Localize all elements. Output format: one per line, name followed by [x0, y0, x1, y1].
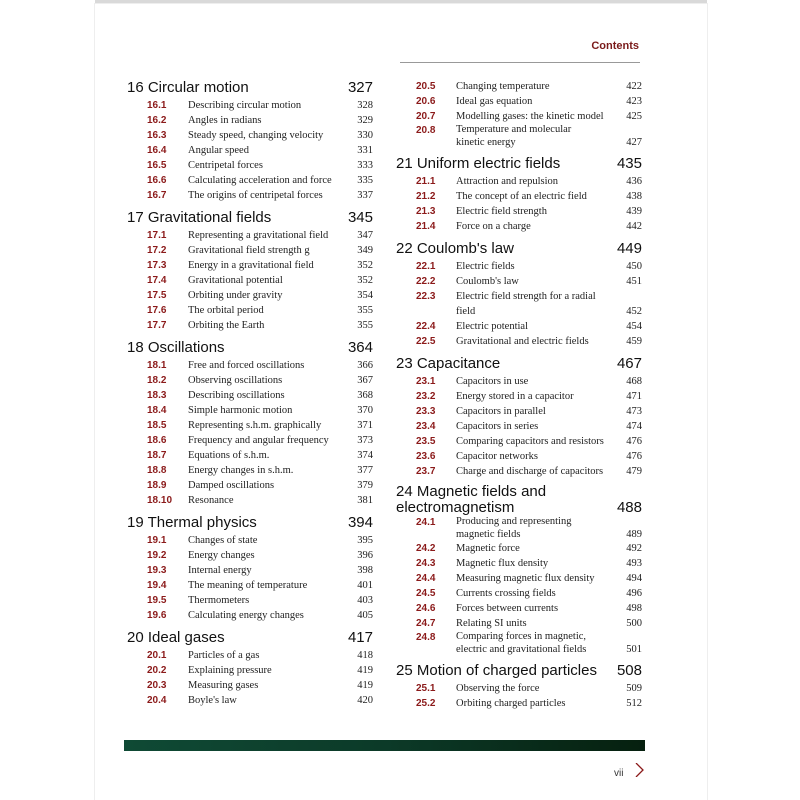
section-title: Modelling gases: the kinetic model — [456, 111, 604, 122]
section-number: 16.7 — [147, 190, 167, 201]
toc-entry[interactable] — [396, 541, 642, 556]
section-number: 23.5 — [416, 436, 436, 447]
section-number: 24.8 — [416, 632, 436, 643]
section-page: 442 — [626, 221, 642, 232]
toc-entry[interactable] — [127, 548, 373, 563]
section-page: 438 — [626, 191, 642, 202]
section-page: 395 — [357, 535, 373, 546]
section-title: Energy changes — [188, 550, 255, 561]
section-title: Calculating acceleration and force — [188, 175, 332, 186]
header-rule — [400, 62, 640, 63]
section-number: 17.3 — [147, 260, 167, 271]
section-page: 476 — [626, 451, 642, 462]
toc-entry[interactable] — [127, 113, 373, 128]
section-page: 379 — [357, 480, 373, 491]
chapter-heading[interactable] — [396, 154, 642, 174]
section-title: Comparing capacitors and resistors — [456, 436, 604, 447]
section-number: 18.2 — [147, 375, 167, 386]
section-number: 22.5 — [416, 336, 436, 347]
toc-entry[interactable] — [396, 389, 642, 404]
section-page: 439 — [626, 206, 642, 217]
chapter-title: 20 Ideal gases — [127, 629, 225, 646]
section-number: 17.4 — [147, 275, 167, 286]
section-number: 16.4 — [147, 145, 167, 156]
section-title: Thermometers — [188, 595, 250, 606]
section-number: 20.8 — [416, 125, 436, 136]
toc-entry[interactable] — [127, 273, 373, 288]
toc-entry[interactable] — [127, 173, 373, 188]
section-title: Energy in a gravitational field — [188, 260, 314, 271]
toc-entry[interactable] — [127, 158, 373, 173]
section-number: 17.7 — [147, 320, 167, 331]
chapter-page: 345 — [347, 209, 373, 226]
toc-entry[interactable] — [127, 448, 373, 463]
toc-entry[interactable] — [127, 318, 373, 333]
toc-entry[interactable] — [127, 578, 373, 593]
section-page: 425 — [626, 111, 642, 122]
chapter-heading[interactable] — [127, 338, 373, 358]
chapter-page: 449 — [616, 240, 642, 257]
section-number: 23.2 — [416, 391, 436, 402]
section-number: 23.6 — [416, 451, 436, 462]
toc-entry[interactable] — [127, 98, 373, 113]
section-page: 492 — [626, 543, 642, 554]
section-page: 352 — [357, 275, 373, 286]
section-number: 22.4 — [416, 321, 436, 332]
section-page: 459 — [626, 336, 642, 347]
section-title: Calculating energy changes — [188, 610, 304, 621]
chapter-heading[interactable] — [396, 484, 642, 516]
toc-entry[interactable] — [127, 403, 373, 418]
toc-entry[interactable] — [396, 374, 642, 389]
section-title: Describing oscillations — [188, 390, 285, 401]
section-page: 352 — [357, 260, 373, 271]
chapter-title: 18 Oscillations — [127, 339, 225, 356]
section-title: Explaining pressure — [188, 665, 272, 676]
toc-entry[interactable] — [396, 516, 642, 541]
section-title: Electric field strength for a radial field — [456, 291, 596, 317]
section-number: 23.3 — [416, 406, 436, 417]
section-title: Electric potential — [456, 321, 529, 332]
section-number: 16.5 — [147, 160, 167, 171]
section-page: 419 — [357, 665, 373, 676]
section-number: 24.1 — [416, 517, 436, 528]
section-number: 25.2 — [416, 698, 436, 709]
toc-entry[interactable] — [396, 109, 642, 124]
section-title: Simple harmonic motion — [188, 405, 293, 416]
section-title: Orbiting the Earth — [188, 320, 265, 331]
section-number: 16.2 — [147, 115, 167, 126]
section-title: Electric field strength — [456, 206, 547, 217]
section-page: 370 — [357, 405, 373, 416]
section-page: 366 — [357, 360, 373, 371]
chapter-heading[interactable] — [127, 513, 373, 533]
section-title: Changes of state — [188, 535, 258, 546]
toc-entry[interactable] — [127, 143, 373, 158]
chapter-title: 22 Coulomb's law — [396, 240, 514, 257]
toc-entry[interactable] — [396, 464, 642, 479]
section-title: Equations of s.h.m. — [188, 450, 270, 461]
section-number: 24.3 — [416, 558, 436, 569]
section-number: 20.5 — [416, 81, 436, 92]
toc-entry[interactable] — [396, 189, 642, 204]
section-page: 367 — [357, 375, 373, 386]
section-number: 16.3 — [147, 130, 167, 141]
section-page: 473 — [626, 406, 642, 417]
toc-entry[interactable] — [396, 79, 642, 94]
section-title: Attraction and repulsion — [456, 176, 559, 187]
section-number: 18.9 — [147, 480, 167, 491]
section-title: Magnetic flux density — [456, 558, 549, 569]
section-page: 329 — [357, 115, 373, 126]
section-page: 331 — [357, 145, 373, 156]
section-number: 19.5 — [147, 595, 167, 606]
section-number: 22.1 — [416, 261, 436, 272]
section-title: Free and forced oscillations — [188, 360, 305, 371]
section-number: 24.5 — [416, 588, 436, 599]
toc-entry[interactable] — [396, 274, 642, 289]
section-title: Currents crossing fields — [456, 588, 556, 599]
section-title: Resonance — [188, 495, 234, 506]
section-page: 436 — [626, 176, 642, 187]
section-number: 20.3 — [147, 680, 167, 691]
section-title: Particles of a gas — [188, 650, 260, 661]
section-number: 21.4 — [416, 221, 436, 232]
section-title: Capacitors in use — [456, 376, 529, 387]
section-title: Gravitational field strength g — [188, 245, 310, 256]
toc-entry[interactable] — [396, 586, 642, 601]
toc-entry[interactable] — [396, 601, 642, 616]
chapter-title: 24 Magnetic fields and electromagnetism — [396, 483, 547, 516]
section-page: 471 — [626, 391, 642, 402]
section-number: 22.3 — [416, 291, 436, 302]
toc-entry[interactable] — [396, 434, 642, 449]
section-page: 500 — [626, 618, 642, 629]
section-page: 330 — [357, 130, 373, 141]
toc-entry[interactable] — [127, 258, 373, 273]
toc-entry[interactable] — [127, 493, 373, 508]
section-title: Steady speed, changing velocity — [188, 130, 324, 141]
section-page: 452 — [626, 306, 642, 317]
section-title: Representing a gravitational field — [188, 230, 329, 241]
toc-entry[interactable] — [396, 289, 642, 319]
toc-entry[interactable] — [127, 388, 373, 403]
section-page: 423 — [626, 96, 642, 107]
toc-entry[interactable] — [127, 433, 373, 448]
toc-entry[interactable] — [127, 463, 373, 478]
section-number: 19.3 — [147, 565, 167, 576]
section-page: 335 — [357, 175, 373, 186]
section-number: 19.2 — [147, 550, 167, 561]
section-title: Ideal gas equation — [456, 96, 533, 107]
chapter-page: 417 — [347, 629, 373, 646]
toc-entry[interactable] — [127, 478, 373, 493]
section-title: Coulomb's law — [456, 276, 519, 287]
section-page: 476 — [626, 436, 642, 447]
chapter-title: 23 Capacitance — [396, 355, 501, 372]
toc-entry[interactable] — [396, 696, 642, 711]
toc-entry[interactable] — [127, 373, 373, 388]
section-page: 333 — [357, 160, 373, 171]
section-page: 454 — [626, 321, 642, 332]
section-title: Capacitor networks — [456, 451, 538, 462]
toc-entry[interactable] — [396, 404, 642, 419]
section-title: Frequency and angular frequency — [188, 435, 329, 446]
section-page: 374 — [357, 450, 373, 461]
page-number: vii — [614, 768, 624, 779]
section-page: 509 — [626, 683, 642, 694]
toc-entry[interactable] — [127, 593, 373, 608]
section-page: 474 — [626, 421, 642, 432]
chapter-heading[interactable] — [396, 661, 642, 681]
section-page: 403 — [357, 595, 373, 606]
section-page: 450 — [626, 261, 642, 272]
section-number: 21.2 — [416, 191, 436, 202]
toc-entry[interactable] — [127, 303, 373, 318]
chevron-right-icon — [635, 763, 644, 777]
chapter-heading[interactable] — [396, 239, 642, 259]
section-page: 347 — [357, 230, 373, 241]
section-number: 18.10 — [147, 495, 173, 506]
section-number: 25.1 — [416, 683, 436, 694]
section-title: Centripetal forces — [188, 160, 263, 171]
section-page: 396 — [357, 550, 373, 561]
section-title: Describing circular motion — [188, 100, 302, 111]
section-number: 16.6 — [147, 175, 167, 186]
toc-entry[interactable] — [396, 334, 642, 349]
chapter-heading[interactable] — [127, 208, 373, 228]
section-page: 381 — [357, 495, 373, 506]
toc-column-right — [396, 79, 642, 711]
section-title: Energy changes in s.h.m. — [188, 465, 294, 476]
section-title: Producing and representing magnetic fields — [456, 516, 572, 540]
section-page: 401 — [357, 580, 373, 591]
toc-entry[interactable] — [127, 678, 373, 693]
section-number: 18.5 — [147, 420, 167, 431]
section-title: Angles in radians — [188, 115, 262, 126]
section-title: Relating SI units — [456, 618, 527, 629]
section-title: Representing s.h.m. graphically — [188, 420, 322, 431]
section-page: 337 — [357, 190, 373, 201]
section-title: Measuring gases — [188, 680, 259, 691]
section-title: Internal energy — [188, 565, 252, 576]
toc-entry[interactable] — [396, 259, 642, 274]
section-number: 20.2 — [147, 665, 167, 676]
section-number: 16.1 — [147, 100, 167, 111]
chapter-title: 19 Thermal physics — [127, 514, 257, 531]
section-title: Magnetic force — [456, 543, 520, 554]
section-title: Observing oscillations — [188, 375, 283, 386]
toc-entry[interactable] — [127, 243, 373, 258]
section-title: Gravitational and electric fields — [456, 336, 589, 347]
section-page: 422 — [626, 81, 642, 92]
section-title: The concept of an electric field — [456, 191, 587, 202]
section-number: 18.7 — [147, 450, 167, 461]
section-number: 17.5 — [147, 290, 167, 301]
toc-entry[interactable] — [396, 616, 642, 631]
section-number: 18.1 — [147, 360, 167, 371]
chapter-page: 467 — [616, 355, 642, 372]
section-page: 419 — [357, 680, 373, 691]
chapter-page: 327 — [347, 79, 373, 96]
toc-entry[interactable] — [127, 663, 373, 678]
chapter-title: 16 Circular motion — [127, 79, 249, 96]
toc-entry[interactable] — [396, 319, 642, 334]
section-number: 17.1 — [147, 230, 167, 241]
section-number: 23.1 — [416, 376, 436, 387]
section-page: 398 — [357, 565, 373, 576]
toc-entry[interactable] — [396, 219, 642, 234]
toc-entry[interactable] — [127, 358, 373, 373]
section-title: Gravitational potential — [188, 275, 283, 286]
toc-entry[interactable] — [127, 418, 373, 433]
toc-entry[interactable] — [396, 681, 642, 696]
section-title: Comparing forces in magnetic, electric and gravitational fields — [456, 631, 587, 655]
toc-entry[interactable] — [127, 693, 373, 708]
toc-entry[interactable] — [127, 648, 373, 663]
chapter-heading[interactable] — [127, 628, 373, 648]
chapter-page: 508 — [616, 662, 642, 679]
section-title: Damped oscillations — [188, 480, 275, 491]
section-number: 17.6 — [147, 305, 167, 316]
section-number: 21.1 — [416, 176, 436, 187]
toc-entry[interactable] — [127, 128, 373, 143]
section-number: 20.7 — [416, 111, 436, 122]
section-number: 18.8 — [147, 465, 167, 476]
section-number: 22.2 — [416, 276, 436, 287]
section-page: 496 — [626, 588, 642, 599]
section-page: 451 — [626, 276, 642, 287]
section-page: 420 — [357, 695, 373, 706]
toc-entry[interactable] — [396, 174, 642, 189]
chapter-title: 17 Gravitational fields — [127, 209, 272, 226]
section-page: 328 — [357, 100, 373, 111]
section-title: The origins of centripetal forces — [188, 190, 323, 201]
toc-entry[interactable] — [396, 571, 642, 586]
section-number: 20.4 — [147, 695, 167, 706]
section-number: 17.2 — [147, 245, 167, 256]
section-number: 23.4 — [416, 421, 436, 432]
section-page: 349 — [357, 245, 373, 256]
section-number: 18.4 — [147, 405, 167, 416]
chapter-page: 488 — [616, 499, 642, 516]
chapter-title: 25 Motion of charged particles — [396, 662, 597, 679]
section-page: 427 — [626, 136, 642, 148]
section-page: 498 — [626, 603, 642, 614]
section-title: Boyle's law — [188, 695, 237, 706]
section-number: 23.7 — [416, 466, 436, 477]
section-page: 494 — [626, 573, 642, 584]
chapter-heading[interactable] — [396, 354, 642, 374]
toc-entry[interactable] — [396, 449, 642, 464]
section-title: Temperature and molecular kinetic energy — [456, 124, 572, 148]
chapter-page: 435 — [616, 155, 642, 172]
section-title: Angular speed — [188, 145, 249, 156]
section-number: 19.4 — [147, 580, 167, 591]
toc-entry[interactable] — [396, 124, 642, 149]
section-title: Forces between currents — [456, 603, 559, 614]
section-page: 501 — [626, 643, 642, 655]
chapter-page: 364 — [347, 339, 373, 356]
toc-entry[interactable] — [127, 563, 373, 578]
toc-entry[interactable] — [127, 288, 373, 303]
section-title: Measuring magnetic flux density — [456, 573, 595, 584]
section-number: 19.6 — [147, 610, 167, 621]
running-header-title: Contents — [591, 40, 639, 52]
section-page: 355 — [357, 320, 373, 331]
section-title: Charge and discharge of capacitors — [456, 466, 604, 477]
footer-bar — [124, 740, 645, 751]
chapter-page: 394 — [347, 514, 373, 531]
section-page: 468 — [626, 376, 642, 387]
toc-entry[interactable] — [396, 94, 642, 109]
section-title: Capacitors in parallel — [456, 406, 546, 417]
chapter-title: 21 Uniform electric fields — [396, 155, 561, 172]
section-number: 24.4 — [416, 573, 436, 584]
section-page: 355 — [357, 305, 373, 316]
section-title: Force on a charge — [456, 221, 531, 232]
section-title: Energy stored in a capacitor — [456, 391, 574, 402]
section-page: 418 — [357, 650, 373, 661]
section-page: 489 — [626, 528, 642, 540]
toc-entry[interactable] — [396, 204, 642, 219]
section-title: Observing the force — [456, 683, 540, 694]
section-title: Changing temperature — [456, 81, 550, 92]
section-title: Capacitors in series — [456, 421, 539, 432]
section-title: Electric fields — [456, 261, 515, 272]
section-page: 354 — [357, 290, 373, 301]
section-page: 368 — [357, 390, 373, 401]
section-page: 493 — [626, 558, 642, 569]
chapter-heading[interactable] — [127, 78, 373, 98]
section-number: 18.3 — [147, 390, 167, 401]
section-number: 24.2 — [416, 543, 436, 554]
section-number: 21.3 — [416, 206, 436, 217]
section-number: 18.6 — [147, 435, 167, 446]
section-number: 19.1 — [147, 535, 167, 546]
section-page: 371 — [357, 420, 373, 431]
section-number: 24.7 — [416, 618, 436, 629]
section-number: 20.6 — [416, 96, 436, 107]
section-page: 377 — [357, 465, 373, 476]
section-page: 512 — [626, 698, 642, 709]
toc-entry[interactable] — [127, 608, 373, 623]
toc-column-left — [127, 78, 373, 708]
section-number: 20.1 — [147, 650, 167, 661]
section-title: Orbiting charged particles — [456, 698, 566, 709]
toc-entry[interactable] — [127, 188, 373, 203]
section-number: 24.6 — [416, 603, 436, 614]
section-title: The orbital period — [188, 305, 264, 316]
section-page: 479 — [626, 466, 642, 477]
toc-entry[interactable] — [127, 228, 373, 243]
toc-entry[interactable] — [396, 419, 642, 434]
toc-entry[interactable] — [127, 533, 373, 548]
section-title: The meaning of temperature — [188, 580, 308, 591]
section-page: 373 — [357, 435, 373, 446]
section-page: 405 — [357, 610, 373, 621]
toc-entry[interactable] — [396, 556, 642, 571]
toc-entry[interactable] — [396, 631, 642, 656]
section-title: Orbiting under gravity — [188, 290, 283, 301]
